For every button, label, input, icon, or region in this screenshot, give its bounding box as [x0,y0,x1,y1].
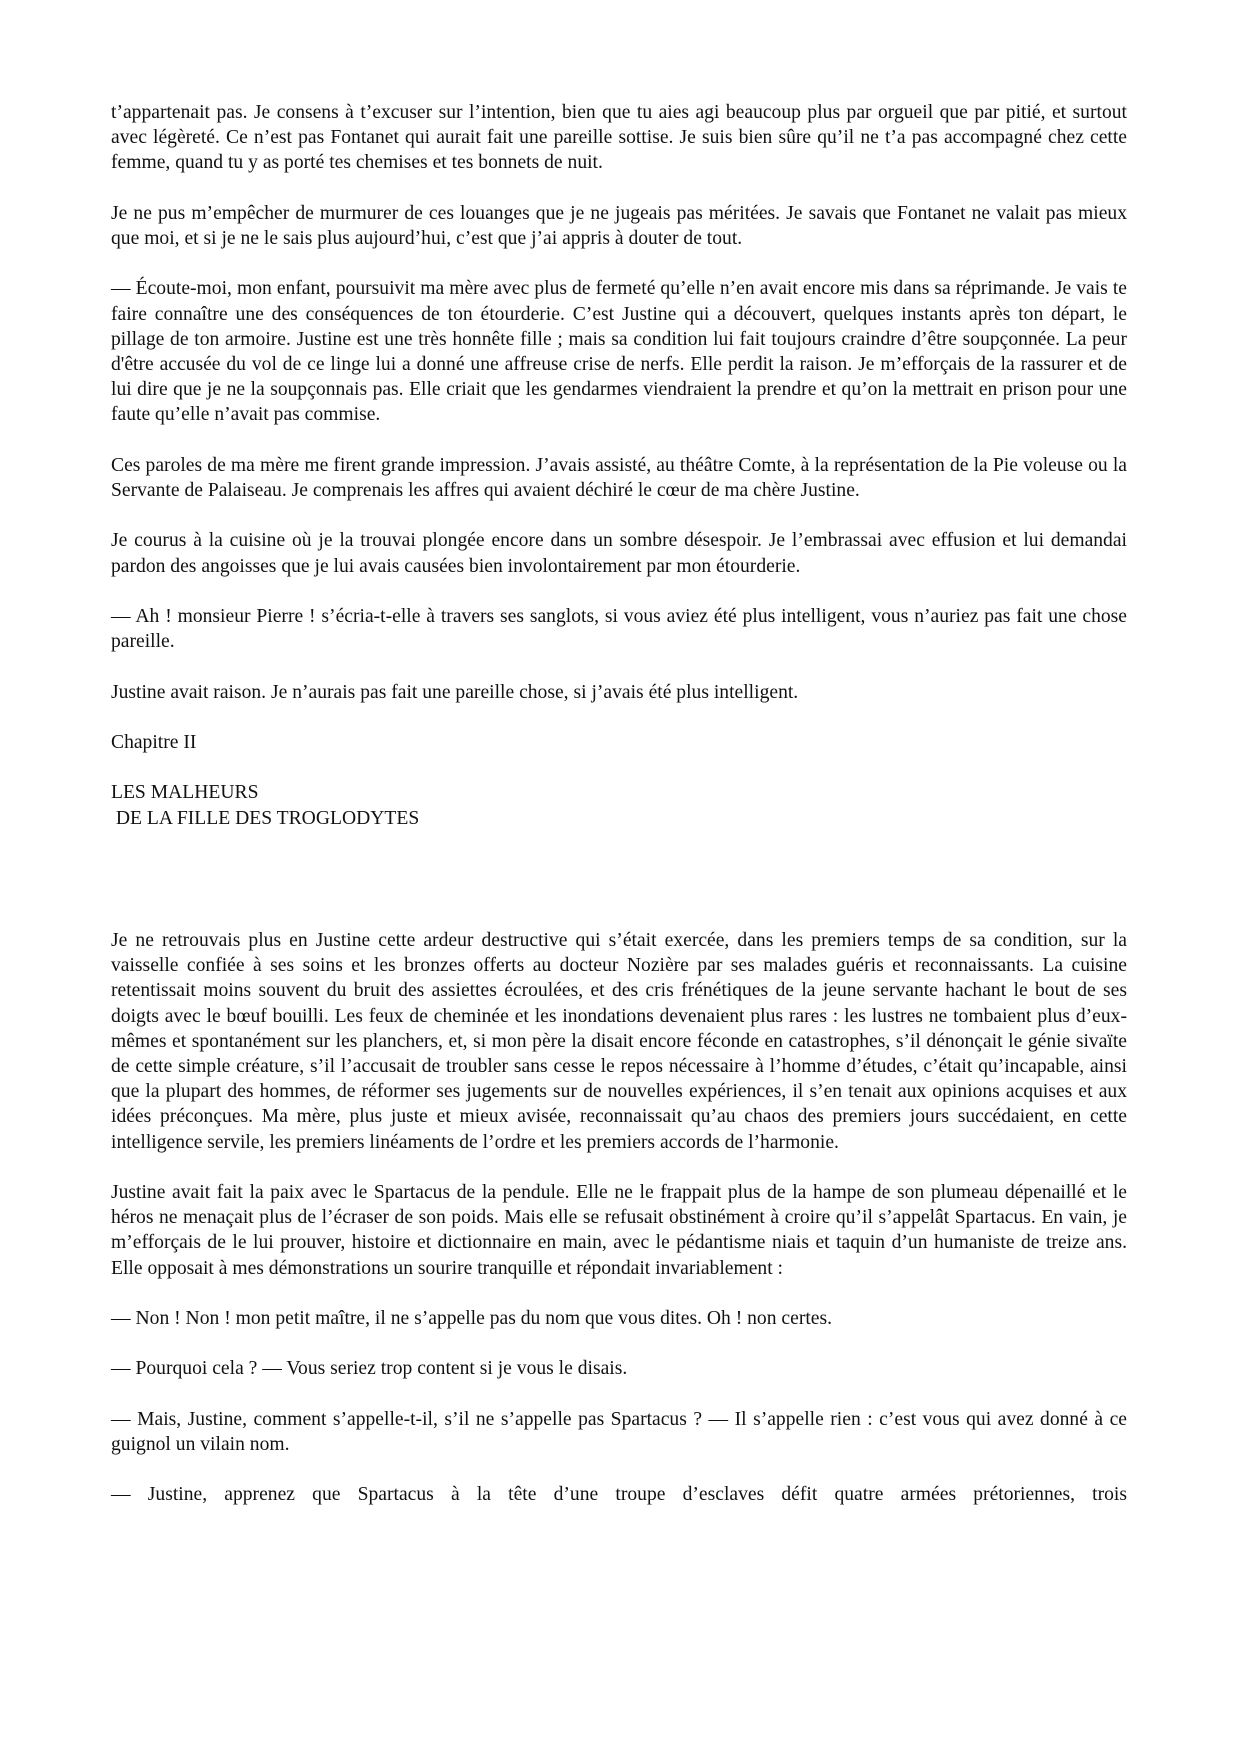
chapter-title-line-1: LES MALHEURS [111,782,259,804]
chapter-title [111,780,1127,830]
paragraph: — Ah ! monsieur Pierre ! s’écria-t-elle à travers ses sanglots, si vous aviez été plus intelligent, vous n’auriez pas fait une chose pareille. [111,605,1127,653]
paragraph: Je ne pus m’empêcher de murmurer de ces louanges que je ne jugeais pas méritées. Je savais que Fontanet ne valait pas mieux que moi, et si je ne le sais plus aujourd’hui, c’est que j’ai appris à douter de tout. [111,202,1127,249]
paragraph: Justine avait fait la paix avec le Spartacus de la pendule. Elle ne le frappait plus de la hampe de son plumeau dépenaillé et le héros ne menaçait plus de l’écraser de son poids. Mais elle se refusait obstinément à croire qu’il s’appelât Spartacus. En vain, je m’efforçais de le lui prouver, histoire et dictionnaire en main, avec le pédantisme niais et taquin d’un humaniste de treize ans. Elle opposait à mes démonstrations un sourire tranquille et répondait invariablement : [111,1181,1127,1279]
paragraph: Je ne retrouvais plus en Justine cette ardeur destructive qui s’était exercée, dans les premiers temps de sa condition, sur la vaisselle confiée à ses soins et les bronzes offerts au docteur Nozière par ses malades guéris et reconnaissants. La cuisine retentissait moins souvent du bruit des assiettes écroulées, et des cris frénétiques de la jeune servante hachant le bout de ses doigts avec le bœuf bouilli. Les feux de cheminée et les inondations devenaient plus rares : les lustres ne tombaient plus d’eux-mêmes et spontanément sur les planchers, et, si mon père la disait encore féconde en catastrophes, s’il dénonçait le génie sivaïte de cette simple créature, s’il l’accusait de troubler sans cesse le repos nécessaire à l’homme d’études, c’était qu’incapable, ainsi que la plupart des hommes, de réformer ses jugements sur de nouvelles expériences, il s’en tenait aux opinions acquises et aux idées préconçues. Ma mère, plus juste et mieux avisée, reconnaissait qu’au chaos des premiers jours succédaient, en cette intelligence servile, les premiers linéaments de l’ordre et les premiers accords de l’harmonie. [111,929,1127,1153]
section-spacer [111,856,1127,928]
paragraph: — Écoute-moi, mon enfant, poursuivit ma mère avec plus de fermeté qu’elle n’en avait encore mis dans sa réprimande. Je vais te faire connaître une des conséquences de ton étourderie. C’est Justine qui a découvert, quelques instants après ton départ, le pillage de ton armoire. Justine est une très honnête fille ; mais sa condition lui fait toujours craindre d’être soupçonnée. La peur d'être accusée du vol de ce linge lui a donné une affreuse crise de nerfs. Elle perdit la raison. Je m’efforçais de la rassurer et de lui dire que je ne la soupçonnais pas. Elle criait que les gendarmes viendraient la prendre et qu’on la mettrait en prison pour une faute qu’elle n’avait pas commise. [111,278,1127,426]
paragraph: — Pourquoi cela ? — Vous seriez trop content si je vous le disais. [111,1358,628,1380]
paragraph: — Justine, apprenez que Spartacus à la tête d’une troupe d’esclaves défit quatre armées prétoriennes, trois [111,1484,1127,1506]
chapter-label: Chapitre II [111,731,197,753]
paragraph: Je courus à la cuisine où je la trouvai plongée encore dans un sombre désespoir. Je l’embrassai avec effusion et lui demandai pardon des angoisses que je lui avais causées bien involontairement par mon étourderie. [111,530,1127,577]
paragraph: Ces paroles de ma mère me firent grande impression. J’avais assisté, au théâtre Comte, à la représentation de la Pie voleuse ou la Servante de Palaiseau. Je comprenais les affres qui avaient déchiré le cœur de ma chère Justine. [111,454,1127,501]
paragraph: Justine avait raison. Je n’aurais pas fait une pareille chose, si j’avais été plus intelligent. [111,681,799,703]
document-page [111,100,1127,1533]
paragraph: t’appartenait pas. Je consens à t’excuser sur l’intention, bien que tu aies agi beaucoup plus par orgueil que par pitié, et surtout avec légèreté. Ce n’est pas Fontanet qui aurait fait une pareille sottise. Je suis bien sûre qu’il ne t’a pas accompagné chez cette femme, quand tu y as porté tes chemises et tes bonnets de nuit. [111,102,1127,174]
paragraph: — Non ! Non ! mon petit maître, il ne s’appelle pas du nom que vous dites. Oh ! non certes. [111,1307,833,1329]
chapter-title-line-2: DE LA FILLE DES TROGLODYTES [111,807,420,829]
paragraph: — Mais, Justine, comment s’appelle-t-il, s’il ne s’appelle pas Spartacus ? — Il s’appelle rien : c’est vous qui avez donné à ce guignol un vilain nom. [111,1408,1127,1455]
